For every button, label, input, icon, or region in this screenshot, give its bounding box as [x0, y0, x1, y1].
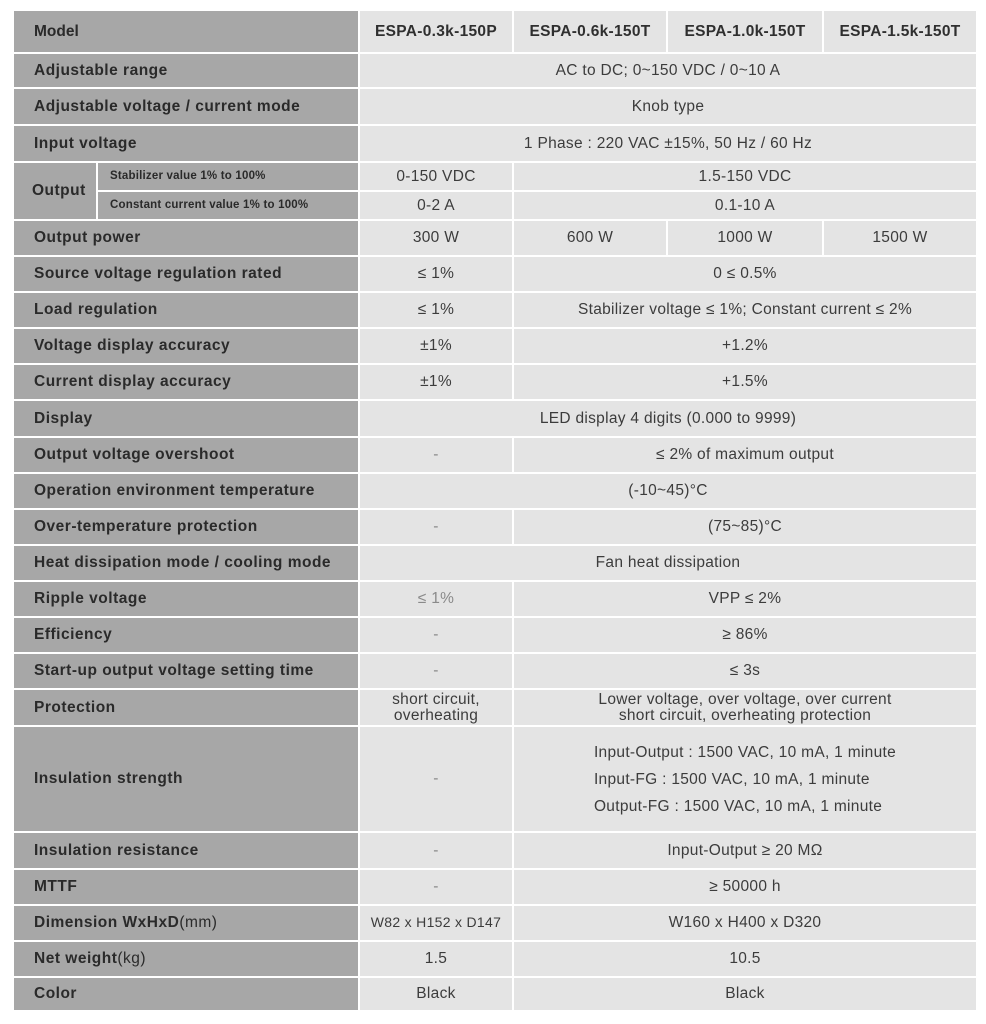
- value-t: 10.5: [513, 941, 977, 977]
- model-label: Model: [13, 10, 359, 53]
- row-label: Display: [13, 400, 359, 437]
- row-label: MTTF: [13, 869, 359, 905]
- row-label: Heat dissipation mode / cooling mode: [13, 545, 359, 581]
- row-label: Source voltage regulation rated: [13, 256, 359, 292]
- dimension-unit: (mm): [179, 914, 218, 932]
- row-startup: [13, 653, 977, 689]
- row-value: LED display 4 digits (0.000 to 9999): [359, 400, 977, 437]
- row-value: 1 Phase : 220 VAC ±15%, 50 Hz / 60 Hz: [359, 125, 977, 162]
- row-output-power: [13, 220, 977, 256]
- row-current-accuracy: [13, 364, 977, 400]
- row-label: Adjustable range: [13, 53, 359, 88]
- protection-p-line2: overheating: [393, 706, 479, 724]
- power-2: 600 W: [513, 220, 667, 256]
- row-label: Output voltage overshoot: [13, 437, 359, 473]
- value-t: Input-Output ≥ 20 MΩ: [513, 832, 977, 869]
- power-3: 1000 W: [667, 220, 823, 256]
- insulation-lines: [594, 739, 896, 820]
- value-p: -: [359, 653, 513, 689]
- value-p: -: [359, 509, 513, 545]
- value-p: ≤ 1%: [359, 256, 513, 292]
- row-color: [13, 977, 977, 1011]
- spec-table: [12, 9, 978, 1012]
- row-insulation-strength: [13, 726, 977, 832]
- row-dimension: [13, 905, 977, 941]
- row-label: Insulation resistance: [13, 832, 359, 869]
- output-label: Output: [13, 162, 97, 220]
- value-p: -: [359, 869, 513, 905]
- value-t: 0 ≤ 0.5%: [513, 256, 977, 292]
- row-load-regulation: [13, 292, 977, 328]
- protection-t-line1: Lower voltage, over voltage, over current: [598, 690, 892, 708]
- row-label: [13, 905, 359, 941]
- row-label: Input voltage: [13, 125, 359, 162]
- value-t: [513, 689, 977, 726]
- protection-p-line1: short circuit,: [392, 690, 480, 708]
- row-label: Insulation strength: [13, 726, 359, 832]
- value-t: [513, 726, 977, 832]
- row-ripple: [13, 581, 977, 617]
- row-source-regulation: [13, 256, 977, 292]
- row-over-temp: [13, 509, 977, 545]
- row-label: Over-temperature protection: [13, 509, 359, 545]
- net-weight-label: Net weight: [34, 950, 118, 968]
- dimension-label: Dimension WxHxD: [34, 914, 180, 932]
- constant-label: Constant current value 1% to 100%: [97, 191, 359, 220]
- row-label: Efficiency: [13, 617, 359, 653]
- value-p: -: [359, 726, 513, 832]
- row-adjustable-mode: [13, 88, 977, 125]
- value-t: (75~85)°C: [513, 509, 977, 545]
- stabilizer-p: 0-150 VDC: [359, 162, 513, 191]
- value-t: Stabilizer voltage ≤ 1%; Constant current ≤ 2%: [513, 292, 977, 328]
- value-t: ≥ 50000 h: [513, 869, 977, 905]
- stabilizer-label: Stabilizer value 1% to 100%: [97, 162, 359, 191]
- value-t: VPP ≤ 2%: [513, 581, 977, 617]
- value-p: -: [359, 437, 513, 473]
- row-label: Protection: [13, 689, 359, 726]
- row-mttf: [13, 869, 977, 905]
- value-p: Black: [359, 977, 513, 1011]
- value-p: ≤ 1%: [359, 292, 513, 328]
- value-t: Black: [513, 977, 977, 1011]
- insulation-line-3: Output-FG : 1500 VAC, 10 mA, 1 minute: [593, 797, 883, 815]
- value-p: W82 x H152 x D147: [359, 905, 513, 941]
- row-value: Knob type: [359, 88, 977, 125]
- row-label: Color: [13, 977, 359, 1011]
- row-label: Adjustable voltage / current mode: [13, 88, 359, 125]
- row-label: Operation environment temperature: [13, 473, 359, 509]
- insulation-line-2: Input-FG : 1500 VAC, 10 mA, 1 minute: [593, 770, 870, 788]
- row-label: Current display accuracy: [13, 364, 359, 400]
- stabilizer-t: 1.5-150 VDC: [513, 162, 977, 191]
- row-label: [13, 941, 359, 977]
- row-input-voltage: [13, 125, 977, 162]
- row-efficiency: [13, 617, 977, 653]
- value-t: +1.5%: [513, 364, 977, 400]
- row-label: Output power: [13, 220, 359, 256]
- row-overshoot: [13, 437, 977, 473]
- model-header-4: ESPA-1.5k-150T: [823, 10, 977, 53]
- protection-t-line2: short circuit, overheating protection: [618, 706, 872, 724]
- row-voltage-accuracy: [13, 328, 977, 364]
- row-value: (-10~45)°C: [359, 473, 977, 509]
- value-p: -: [359, 617, 513, 653]
- value-t: ≥ 86%: [513, 617, 977, 653]
- value-t: ≤ 3s: [513, 653, 977, 689]
- row-output-constant: [13, 191, 977, 220]
- row-insulation-resistance: [13, 832, 977, 869]
- row-cooling: [13, 545, 977, 581]
- row-label: Load regulation: [13, 292, 359, 328]
- power-4: 1500 W: [823, 220, 977, 256]
- row-label: Ripple voltage: [13, 581, 359, 617]
- model-header-1: ESPA-0.3k-150P: [359, 10, 513, 53]
- row-label: Voltage display accuracy: [13, 328, 359, 364]
- value-p: ±1%: [359, 364, 513, 400]
- power-1: 300 W: [359, 220, 513, 256]
- model-header-2: ESPA-0.6k-150T: [513, 10, 667, 53]
- model-header-3: ESPA-1.0k-150T: [667, 10, 823, 53]
- value-t: +1.2%: [513, 328, 977, 364]
- value-t: ≤ 2% of maximum output: [513, 437, 977, 473]
- row-env-temp: [13, 473, 977, 509]
- value-p: ±1%: [359, 328, 513, 364]
- insulation-line-1: Input-Output : 1500 VAC, 10 mA, 1 minute: [593, 743, 897, 761]
- row-net-weight: [13, 941, 977, 977]
- constant-t: 0.1-10 A: [513, 191, 977, 220]
- value-t: W160 x H400 x D320: [513, 905, 977, 941]
- value-p: ≤ 1%: [359, 581, 513, 617]
- row-adjustable-range: [13, 53, 977, 88]
- net-weight-unit: (kg): [117, 950, 147, 968]
- header-row: [13, 10, 977, 53]
- value-p: 1.5: [359, 941, 513, 977]
- row-output-stabilizer: [13, 162, 977, 191]
- row-value: Fan heat dissipation: [359, 545, 977, 581]
- value-p: -: [359, 832, 513, 869]
- value-p: [359, 689, 513, 726]
- row-value: AC to DC; 0~150 VDC / 0~10 A: [359, 53, 977, 88]
- row-label: Start-up output voltage setting time: [13, 653, 359, 689]
- row-display: [13, 400, 977, 437]
- row-protection: [13, 689, 977, 726]
- constant-p: 0-2 A: [359, 191, 513, 220]
